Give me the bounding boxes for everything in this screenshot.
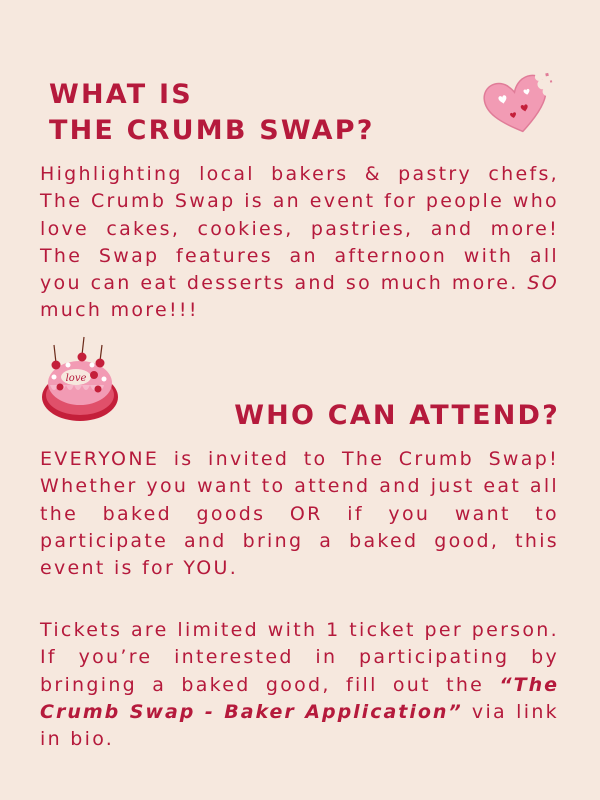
love-cake-icon: [36, 335, 126, 427]
attend-paragraph: EVERYONE is invited to The Crumb Swap! Whether you want to attend and just eat all the baked goods OR if you want to participate and bring a baked good, this event is for YOU.: [40, 448, 559, 580]
intro-text: Highlighting local bakers & pastry chefs, The Crumb Swap is an event for people who love cakes, cookies, pastries, and more! The Swap features an afternoon with all you can eat desserts and so much more.: [40, 163, 559, 295]
intro-emphasis: SO: [527, 272, 559, 295]
bitten-heart-cookie-icon: [478, 68, 556, 140]
title-line-1: WHAT IS: [49, 79, 193, 110]
baker-application-name: “The Crumb Swap - Baker Application”: [40, 673, 559, 723]
cake-text: love: [65, 373, 87, 384]
tickets-text: Tickets are limited with 1 ticket per person. If you’re interested in participating by bringing a baked good, fill out the: [40, 619, 559, 696]
tickets-paragraph: [40, 617, 559, 753]
title-line-2: THE CRUMB SWAP?: [49, 115, 375, 146]
section-title-what-is: [49, 77, 375, 149]
tickets-end: via link in bio.: [40, 700, 559, 751]
section-title-who-can-attend: WHO CAN ATTEND?: [234, 400, 560, 431]
intro-paragraph: [40, 161, 559, 325]
intro-end: much more!!!: [40, 299, 199, 322]
